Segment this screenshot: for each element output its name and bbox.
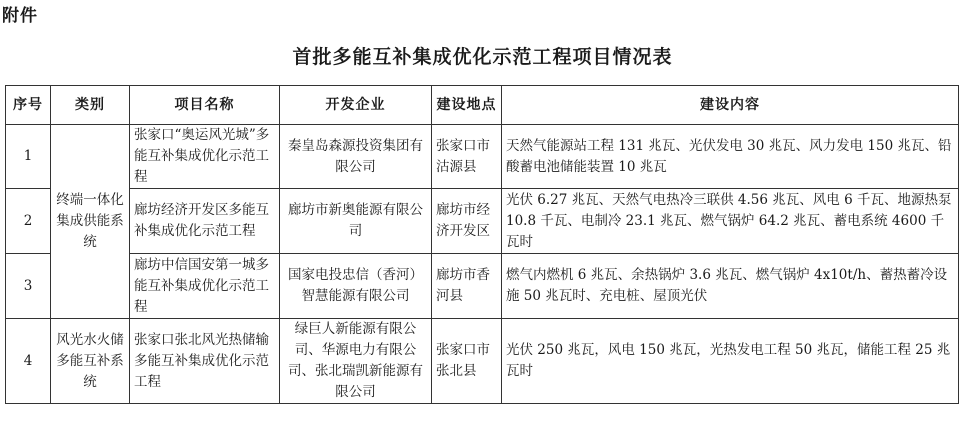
header-category: 类别 [51, 86, 130, 125]
header-project-name: 项目名称 [130, 86, 280, 125]
construction-content: 天然气能源站工程 131 兆瓦、光伏发电 30 兆瓦、风力发电 150 兆瓦、铅酸蓄电池储能装置 10 兆瓦 [502, 125, 959, 189]
location: 张家口市张北县 [432, 319, 502, 404]
attachment-label: 附件 [2, 6, 38, 26]
header-location: 建设地点 [432, 86, 502, 125]
document-title: 首批多能互补集成优化示范工程项目情况表 [292, 46, 673, 68]
construction-content: 燃气内燃机 6 兆瓦、余热锅炉 3.6 兆瓦、燃气锅炉 4x10t/h、蓄热蓄冷设施 50 兆瓦时、充电桩、屋顶光伏 [502, 254, 959, 319]
header-content: 建设内容 [502, 86, 959, 125]
header-no: 序号 [6, 86, 51, 125]
category-cell: 风光水火储多能互补系统 [51, 319, 130, 404]
table-row [6, 125, 959, 189]
project-name: 张家口张北风光热储输多能互补集成优化示范工程 [130, 319, 280, 404]
table-row [6, 254, 959, 319]
row-number: 3 [6, 254, 51, 319]
construction-content: 光伏 6.27 兆瓦、天然气电热冷三联供 4.56 兆瓦、风电 6 千瓦、地源热泵 10.8 千瓦、电制冷 23.1 兆瓦、燃气锅炉 64.2 兆瓦、蓄电系统 4600 千瓦时 [502, 189, 959, 254]
developer-name: 秦皇岛森源投资集团有限公司 [280, 125, 432, 189]
developer-name: 国家电投忠信（香河）智慧能源有限公司 [280, 254, 432, 319]
category-cell: 终端一体化集成供能系统 [51, 125, 130, 319]
table-row [6, 189, 959, 254]
table-header-row [6, 86, 959, 125]
project-name: 张家口“奥运风光城”多能互补集成优化示范工程 [130, 125, 280, 189]
location: 廊坊市经济开发区 [432, 189, 502, 254]
project-name: 廊坊经济开发区多能互补集成优化示范工程 [130, 189, 280, 254]
project-name: 廊坊中信国安第一城多能互补集成优化示范工程 [130, 254, 280, 319]
project-table [5, 85, 959, 404]
row-number: 4 [6, 319, 51, 404]
construction-content: 光伏 250 兆瓦，风电 150 兆瓦，光热发电工程 50 兆瓦，储能工程 25 兆瓦时 [502, 319, 959, 404]
row-number: 1 [6, 125, 51, 189]
location: 张家口市沽源县 [432, 125, 502, 189]
table-row [6, 319, 959, 404]
row-number: 2 [6, 189, 51, 254]
header-developer: 开发企业 [280, 86, 432, 125]
developer-name: 廊坊市新奥能源有限公司 [280, 189, 432, 254]
location: 廊坊市香河县 [432, 254, 502, 319]
developer-name: 绿巨人新能源有限公司、华源电力有限公司、张北瑞凯新能源有限公司 [280, 319, 432, 404]
